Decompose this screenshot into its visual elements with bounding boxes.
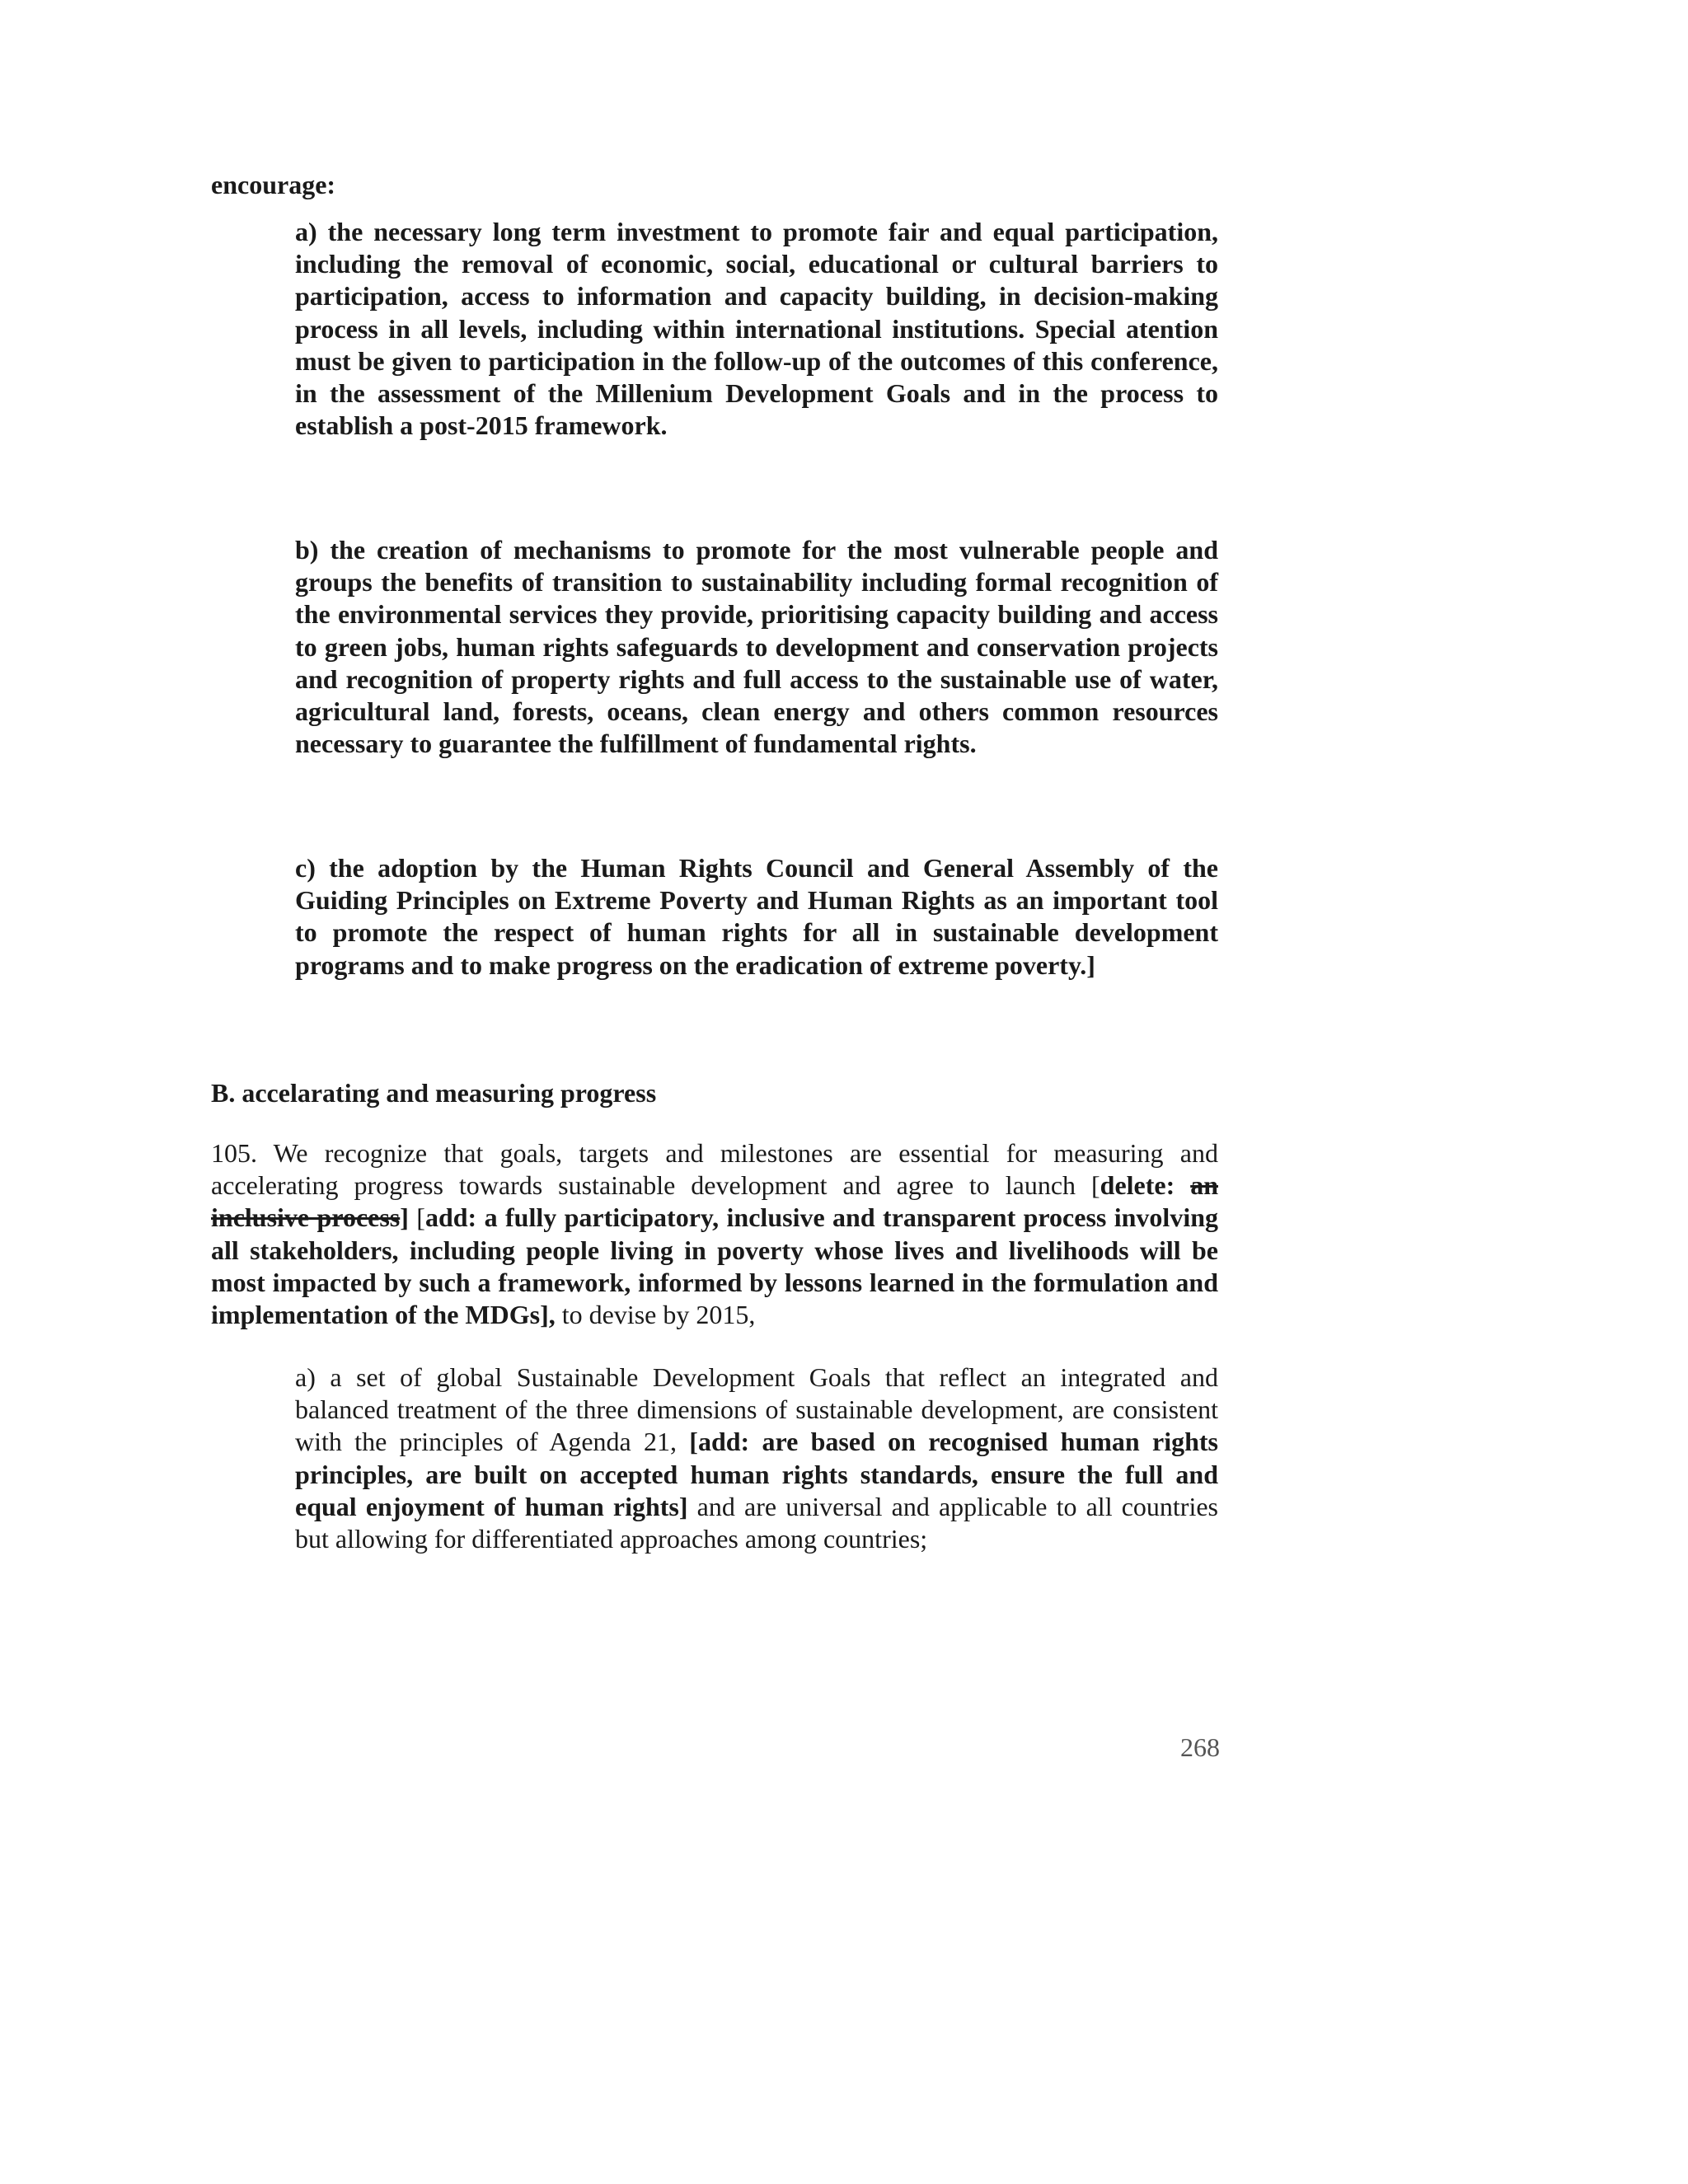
paragraph-105 xyxy=(211,1137,1218,1331)
lead-text: encourage: xyxy=(211,170,336,199)
paragraph-text-end: to devise by 2015, xyxy=(555,1300,756,1330)
deleted-text: an inclusive process xyxy=(211,1170,1218,1233)
sub-item-a xyxy=(295,1361,1218,1555)
bracket-open: [ xyxy=(408,1202,425,1233)
sub-item-text-end: and are universal and applicable to all countries but allowing for differentiated approaches among countries; xyxy=(295,1491,1219,1554)
section-heading: B. accelarating and measuring progress xyxy=(211,1078,657,1108)
bracket-close: ] xyxy=(400,1202,409,1233)
list-item-a: a) the necessary long term investment to promote fair and equal participation, including the removal of economic, social, educational or cultural barriers to participation, access to information and capacity building, in decision-making process in all levels, including within international institutions. Special atention must be given to participation in the follow-up of the outcomes of this conference, in the assessment of the Millenium Development Goals and in the process to establish a post-2015 framework. xyxy=(295,217,1218,441)
sub-item-text: a) a set of global Sustainable Development Goals that reflect an integrated and balanced treatment of the three dimensions of sustainable development, are consistent with the principles of Agenda 21, xyxy=(295,1362,1218,1457)
page-number: 268 xyxy=(1180,1732,1220,1762)
added-text: add: a fully participatory, inclusive and transparent process involving all stakeholders, including people living in poverty whose lives and livelihoods will be most impacted by such a framework, informed by lessons learned in the formulation and implementation of the MDGs], xyxy=(211,1202,1218,1330)
list-item-c: c) the adoption by the Human Rights Council and General Assembly of the Guiding Principles on Extreme Poverty and Human Rights as an important tool to promote the respect of human rights for all in sustainable development programs and to make progress on the eradication of extreme poverty.] xyxy=(295,853,1218,980)
paragraph-text: 105. We recognize that goals, targets and milestones are essential for measuring and accelerating progress towards sustainable development and agree to launch [ xyxy=(211,1138,1218,1201)
added-text: [add: are based on recognised human rights principles, are built on accepted human rights standards, ensure the full and equal enjoyment of human rights] xyxy=(295,1427,1219,1521)
delete-label: delete: xyxy=(1100,1170,1191,1201)
list-item-b: b) the creation of mechanisms to promote for the most vulnerable people and groups the benefits of transition to sustainability including formal recognition of the environmental services they provide, prioritising capacity building and access to green jobs, human rights safeguards to development and conservation projects and recognition of property rights and full access to the sustainable use of water, agricultural land, forests, oceans, clean energy and others common resources necessary to guarantee the fulfillment of fundamental rights. xyxy=(295,535,1218,759)
